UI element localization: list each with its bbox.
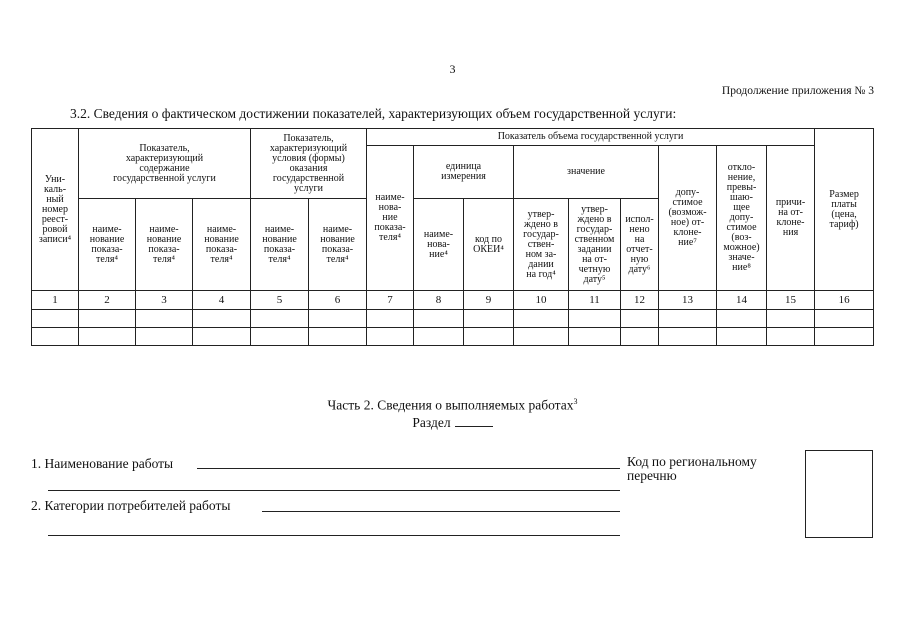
section-number-blank[interactable] [455, 415, 493, 427]
work-name-line[interactable] [197, 468, 620, 469]
header-allowed-deviation: допу- стимое (возмож- ное) от- клоне- ние⁷ [659, 146, 717, 291]
column-number: 12 [621, 291, 659, 310]
regional-list-code-box[interactable] [805, 450, 873, 538]
column-number: 16 [815, 291, 874, 310]
consumers-label: 2. Категории потребителей работы [31, 498, 231, 513]
header-indicator-name: наиме- нова- ние показа- теля⁴ [367, 146, 414, 291]
appendix-continuation: Продолжение приложения № 3 [721, 85, 874, 97]
header-conditions-indicator: Показатель, характеризующий условия (формы) оказания государственной услуги [251, 129, 367, 199]
table-row-empty [32, 310, 874, 328]
header-exceeding-deviation: откло- нение, превы- шаю- щее допу- стимое (воз- можное) значе- ние⁸ [717, 146, 767, 291]
column-number: 4 [193, 291, 251, 310]
header-value: значение [514, 146, 659, 199]
part2-title [0, 397, 905, 414]
work-name-label: 1. Наименование работы [31, 456, 174, 471]
column-number: 11 [569, 291, 621, 310]
header-content-name-2: наиме- нование показа- теля⁴ [136, 199, 193, 291]
column-number: 10 [514, 291, 569, 310]
column-number: 7 [367, 291, 414, 310]
column-number: 14 [717, 291, 767, 310]
column-number: 3 [136, 291, 193, 310]
column-number: 2 [79, 291, 136, 310]
consumers-line[interactable] [262, 511, 620, 512]
header-approved-year: утвер- ждено в государ- ствен- ном за- дании на год⁴ [514, 199, 569, 291]
header-unit-name: наиме- нова- ние⁴ [414, 199, 464, 291]
column-number: 1 [32, 291, 79, 310]
column-number: 8 [414, 291, 464, 310]
consumers-line-2[interactable] [48, 535, 620, 536]
consumers-field [31, 497, 232, 515]
work-name-line-2[interactable] [48, 490, 620, 491]
header-condition-name-2: наиме- нование показа- теля⁴ [309, 199, 367, 291]
header-content-name-3: наиме- нование показа- теля⁴ [193, 199, 251, 291]
header-unit: единица измерения [414, 146, 514, 199]
column-number: 15 [767, 291, 815, 310]
part2-title-text: Часть 2. Сведения о выполняемых работах [327, 397, 574, 413]
header-unique-number: Уни- каль- ный номер реест- ровой записи⁴ [32, 129, 79, 291]
header-payment: Размер платы (цена, тариф) [815, 129, 874, 291]
column-number: 9 [464, 291, 514, 310]
header-content-indicator: Показатель, характеризующий содержание государственной услуги [79, 129, 251, 199]
header-content-name-1: наиме- нование показа- теля⁴ [79, 199, 136, 291]
section-label: Раздел [412, 415, 451, 430]
part2-title-footnote: 3 [573, 397, 578, 406]
volume-indicators-table [31, 128, 874, 346]
column-number: 13 [659, 291, 717, 310]
table-row-empty [32, 328, 874, 346]
column-number: 6 [309, 291, 367, 310]
section-title: 3.2. Сведения о фактическом достижении показателей, характеризующих объем государственной услуги: [70, 106, 677, 121]
regional-list-code-label: Код по региональному перечню [627, 454, 757, 483]
page-number: 3 [449, 62, 456, 76]
header-deviation-reason: причи- на от- клоне- ния [767, 146, 815, 291]
header-approved-date: утвер- ждено в государ- ственном задании на от- четную дату⁵ [569, 199, 621, 291]
header-condition-name-1: наиме- нование показа- теля⁴ [251, 199, 309, 291]
header-okei-code: код по ОКЕИ⁴ [464, 199, 514, 291]
header-volume-indicator: Показатель объема государственной услуги [367, 129, 815, 146]
section-number-row [0, 415, 905, 431]
header-executed: испол- нено на отчет- ную дату⁶ [621, 199, 659, 291]
column-number-row [32, 291, 874, 310]
column-number: 5 [251, 291, 309, 310]
work-name-field [31, 455, 175, 473]
